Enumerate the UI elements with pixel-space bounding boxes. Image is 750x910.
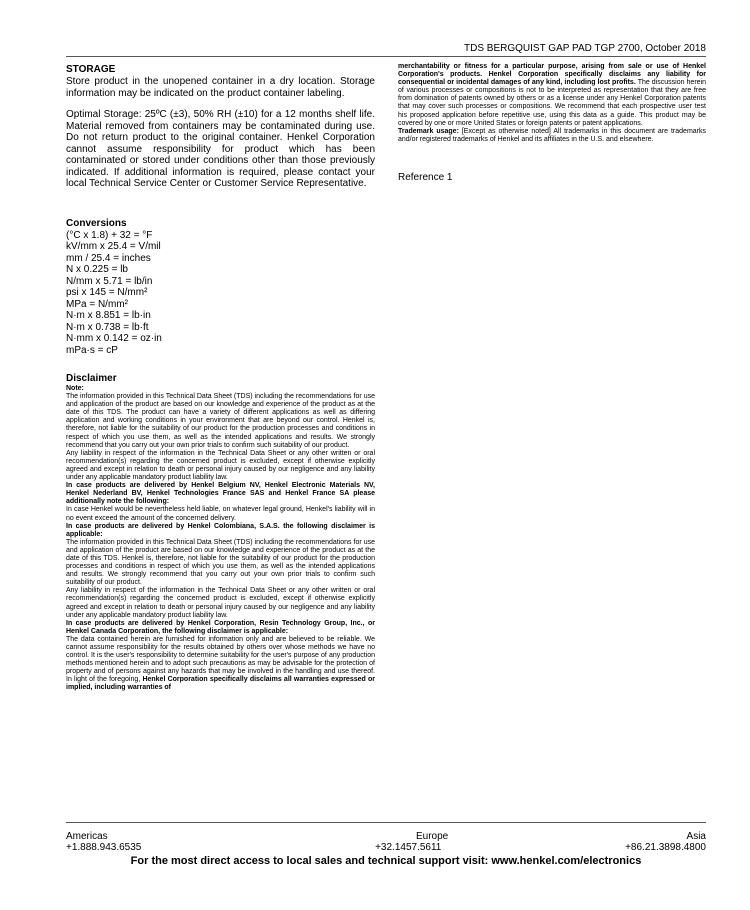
disclaimer-us-text: The data contained herein are furnished for information only and are believed to be reliable. We cannot assume responsibility for the results obtained by others over whose methods we have no control. It is the user's responsibility to determine suitability for the user's purpose of any production methods mentioned herein and to adopt such precautions as may be advisable for the protection of property and of persons against any hazards that may be involved in the handling and use thereof. In light of the foregoing,: [66, 635, 375, 684]
disclaimer-paragraph: In case Henkel would be nevertheless held liable, on whatever legal ground, Henkel's liability will in no event exceed the amount of the concerned delivery.: [66, 506, 375, 522]
conversion-item: N/mm x 5.71 = lb/in: [66, 275, 153, 287]
storage-paragraph-2: Optimal Storage: 25ºC (±3), 50% RH (±10) for a 12 months shelf life. Material removed from containers may be contaminated during use. Do not return product to the original container. Henkel Corporation cannot assume responsibility for product which has been contaminated or stored under conditions other than those previously indicated. If additional information is required, please contact your local Technical Service Center or Customer Service Representative.: [66, 109, 375, 189]
document-header: [66, 43, 706, 55]
trademark-label: Trademark usage:: [398, 127, 459, 135]
footer-support-line: [66, 855, 706, 868]
conversion-item: N·mm x 0.142 = oz·in: [66, 333, 162, 344]
footer-phones: [66, 842, 706, 853]
header-title: TDS BERGQUIST GAP PAD TGP 2700, October 2018: [464, 43, 706, 54]
conversion-item: (°C x 1.8) + 32 = °F: [66, 229, 153, 241]
footer-americas-phone: +1.888.943.6535: [66, 842, 142, 853]
header-divider: [66, 56, 706, 57]
henkel-website-link[interactable]: www.henkel.com/electronics: [491, 855, 642, 867]
trademark-usage: [398, 128, 706, 144]
disclaimer-paragraph: Any liability in respect of the information in the Technical Data Sheet or any other written or oral recommendation(s) regarding the concerned product is excluded, except if otherwise explicitly agreed and except in relation to death or personal injury caused by our negligence and any liability under any applicable mandatory product liability law.: [66, 449, 375, 482]
conversion-item: N·m x 0.738 = lb·ft: [66, 321, 149, 333]
disclaimer-continuation-text: The discussion herein of various processes or compositions is not to be interpreted as representation that they are free from domination of patents owned by others or as a license under any Henkel Corporation patents that may cover such processes or compositions. We recommend that each prospective user test his proposed application before repetitive use, using this data as a guide. This product may be covered by one or more United States or foreign patents or patent applications.: [398, 79, 706, 127]
disclaimer-heading-colombia: In case products are delivered by Henkel Colombiana, S.A.S. the following disclaimer is applicable:: [66, 522, 375, 538]
disclaimer-section: [66, 373, 375, 693]
conversions-section: [66, 218, 375, 357]
conversion-item: mPa·s = cP: [66, 344, 118, 356]
disclaimer-us-bold: Henkel Corporation specifically disclaims all warranties expressed or implied, including warranties of: [66, 676, 375, 692]
footer-europe-phone: +32.1457.5611: [375, 842, 442, 853]
disclaimer-heading-belgium: In case products are delivered by Henkel Belgium NV, Henkel Electronic Materials NV, Henkel Nederland BV, Henkel Technologies France SAS and Henkel France SA please additionally note the following:: [66, 482, 375, 506]
disclaimer-continuation: [398, 63, 706, 128]
disclaimer-paragraph: Any liability in respect of the information in the Technical Data Sheet or any other written or oral recommendation(s) regarding the concerned product is excluded, except if otherwise explicitly agreed and except in relation to death or personal injury caused by our negligence and any liability under any applicable mandatory product liability law.: [66, 587, 375, 619]
storage-paragraph-1: Store product in the unopened container in a dry location. Storage information may be indicated on the product container labeling.: [66, 76, 375, 99]
footer-americas-label: Americas: [66, 831, 108, 842]
footer-regions: [66, 831, 706, 842]
conversion-item: psi x 145 = N/mm²: [66, 287, 148, 298]
disclaimer-note-label: Note:: [66, 385, 84, 392]
footer-cta-text: For the most direct access to local sales and technical support visit:: [130, 855, 492, 867]
disclaimer-paragraph-us: [66, 636, 375, 693]
storage-title: STORAGE: [66, 64, 116, 75]
disclaimer-title: Disclaimer: [66, 373, 117, 384]
disclaimer-continuation-bold: merchantability or fitness for a particular purpose, arising from sale or use of Henkel Corporation's products. Henkel Corporation specifically disclaims any liability for consequential or incidental damages of any kind, including lost profits.: [398, 63, 706, 87]
storage-section: [66, 64, 375, 190]
footer-europe-label: Europe: [415, 831, 449, 842]
conversion-item: MPa = N/mm²: [66, 298, 128, 310]
conversion-item: N x 0.225 = lb: [66, 264, 128, 275]
conversion-item: kV/mm x 25.4 = V/mil: [66, 241, 161, 252]
right-column: [398, 63, 706, 183]
conversion-item: mm / 25.4 = inches: [66, 252, 151, 264]
reference-label: Reference 1: [398, 171, 453, 183]
disclaimer-heading-us: In case products are delivered by Henkel Corporation, Resin Technology Group, Inc., or Henkel Canada Corporation, the following disclaimer is applicable:: [66, 619, 375, 635]
disclaimer-paragraph: The information provided in this Technical Data Sheet (TDS) including the recommendations for use and application of the product are based on our knowledge and experience of the product as at the date of this TDS. Henkel is, therefore, not liable for the suitability of our product for the production processes and conditions in respect of which you use them, as well as the intended applications and results. We strongly recommend that you carry out your own prior trials to confirm such suitability of our product.: [66, 538, 375, 587]
disclaimer-paragraph: The information provided in this Technical Data Sheet (TDS) including the recommendations for use and application of the product are based on our knowledge and experience of the product as at the date of this TDS. The product can have a variety of different applications as well as differing application and working conditions in your environment that are beyond our control. Henkel is, therefore, not liable for the suitability of our product for the production processes and conditions in respect of which you use them, as well as the intended applications and results. We strongly recommend that you carry out your own prior trials to confirm such suitability of our product.: [66, 393, 375, 449]
footer-asia-label: Asia: [686, 831, 706, 842]
conversions-title: Conversions: [66, 217, 127, 229]
footer-asia-phone: +86.21.3898.4800: [625, 842, 706, 853]
left-column: [66, 64, 375, 693]
conversion-item: N·m x 8.851 = lb·in: [66, 310, 151, 321]
footer-divider: [66, 822, 706, 823]
trademark-text: [Except as otherwise noted] All trademarks in this document are trademarks and/or registered trademarks of Henkel and its affiliates in the U.S. and elsewhere.: [398, 127, 707, 143]
